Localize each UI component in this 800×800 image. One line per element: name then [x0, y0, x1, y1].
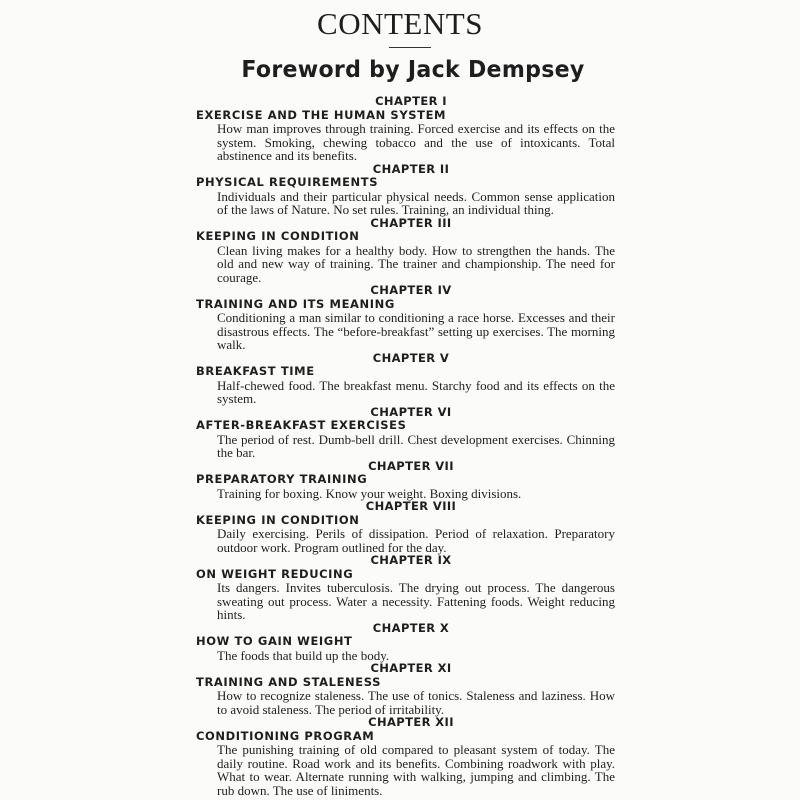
chapter-number: CHAPTER VIII [365, 499, 457, 513]
chapter-entry [196, 500, 616, 554]
chapter-description: Conditioning a man similar to conditioning a race horse. Excesses and their disastrous effects. The “before-breakfast” setting up exercises. The morning walk. [217, 310, 615, 352]
chapter-number: CHAPTER IV [370, 283, 452, 297]
chapter-title: TRAINING AND ITS MEANING [196, 296, 395, 311]
page-title: CONTENTS [317, 6, 483, 41]
chapter-entry [196, 460, 616, 501]
foreword-line: Foreword by Jack Dempsey [241, 57, 585, 83]
chapter-entry [196, 163, 616, 217]
chapter-entry [196, 716, 616, 797]
chapter-entry [196, 622, 616, 663]
chapter-description: Individuals and their particular physical needs. Common sense application of the laws of Nature. No set rules. Training, an individual thing. [217, 188, 615, 217]
chapter-number: CHAPTER VII [368, 458, 454, 473]
chapter-description: Half-chewed food. The breakfast menu. Starchy food and its effects on the system. [217, 377, 615, 406]
chapter-description: The foods that build up the body. [217, 647, 390, 663]
chapter-entry [196, 95, 616, 163]
chapter-description: How man improves through training. Forced exercise and its effects on the system. Smoking, chewing tobacco and the use of intoxicants. Total abstinence and its benefits. [217, 121, 615, 163]
chapter-number: CHAPTER X [372, 620, 450, 635]
chapter-number: CHAPTER II [372, 161, 450, 176]
chapter-title: ON WEIGHT REDUCING [196, 566, 354, 581]
chapter-entry [196, 284, 616, 352]
title-divider [389, 47, 431, 48]
chapter-number: CHAPTER III [370, 215, 452, 230]
chapter-title: AFTER-BREAKFAST EXERCISES [196, 418, 407, 432]
chapter-number: CHAPTER V [372, 350, 450, 365]
chapter-description: Its dangers. Invites tuberculosis. The drying out process. The dangerous sweating out process. Water a necessity. Fattening foods. Weight reducing hints. [217, 580, 615, 622]
chapter-description: Training for boxing. Know your weight. Boxing divisions. [217, 485, 522, 501]
chapter-entry [196, 662, 616, 716]
chapter-number: CHAPTER XI [370, 661, 452, 675]
chapter-title: PHYSICAL REQUIREMENTS [196, 175, 379, 189]
chapter-title: KEEPING IN CONDITION [196, 229, 360, 243]
chapter-number: CHAPTER XII [368, 715, 454, 729]
chapter-description: The period of rest. Dumb-bell drill. Chest development exercises. Chinning the bar. [217, 431, 615, 460]
chapter-number: CHAPTER I [375, 94, 447, 108]
chapter-number: CHAPTER VI [370, 404, 452, 419]
chapter-title: HOW TO GAIN WEIGHT [196, 634, 353, 648]
chapter-title: TRAINING AND STALENESS [196, 674, 381, 689]
chapter-entry [196, 352, 616, 406]
chapter-title: BREAKFAST TIME [196, 364, 315, 378]
chapter-title: EXERCISE AND THE HUMAN SYSTEM [196, 107, 447, 122]
chapter-description: Clean living makes for a healthy body. How to strengthen the hands. The old and new way of training. The trainer and championship. The need for courage. [217, 242, 615, 285]
chapter-entry [196, 554, 616, 622]
chapter-description: The punishing training of old compared to pleasant system of today. The daily routine. Road work and its benefits. Combining roadwork with play. What to wear. Alternate running with walking, jumping and climbing. The rub down. The use of liniments. [217, 742, 615, 798]
chapter-description: Daily exercising. Perils of dissipation. Period of relaxation. Preparatory outdoor work. Program outlined for the day. [217, 526, 615, 555]
chapter-description: How to recognize staleness. The use of tonics. Staleness and laziness. How to avoid staleness. The period of irritability. [217, 688, 615, 717]
chapter-title: KEEPING IN CONDITION [196, 512, 360, 527]
chapter-list [196, 95, 616, 797]
chapter-title: PREPARATORY TRAINING [196, 472, 368, 486]
chapter-title: CONDITIONING PROGRAM [196, 728, 375, 743]
chapter-entry [196, 406, 616, 460]
chapter-entry [196, 217, 616, 285]
chapter-number: CHAPTER IX [370, 553, 452, 567]
